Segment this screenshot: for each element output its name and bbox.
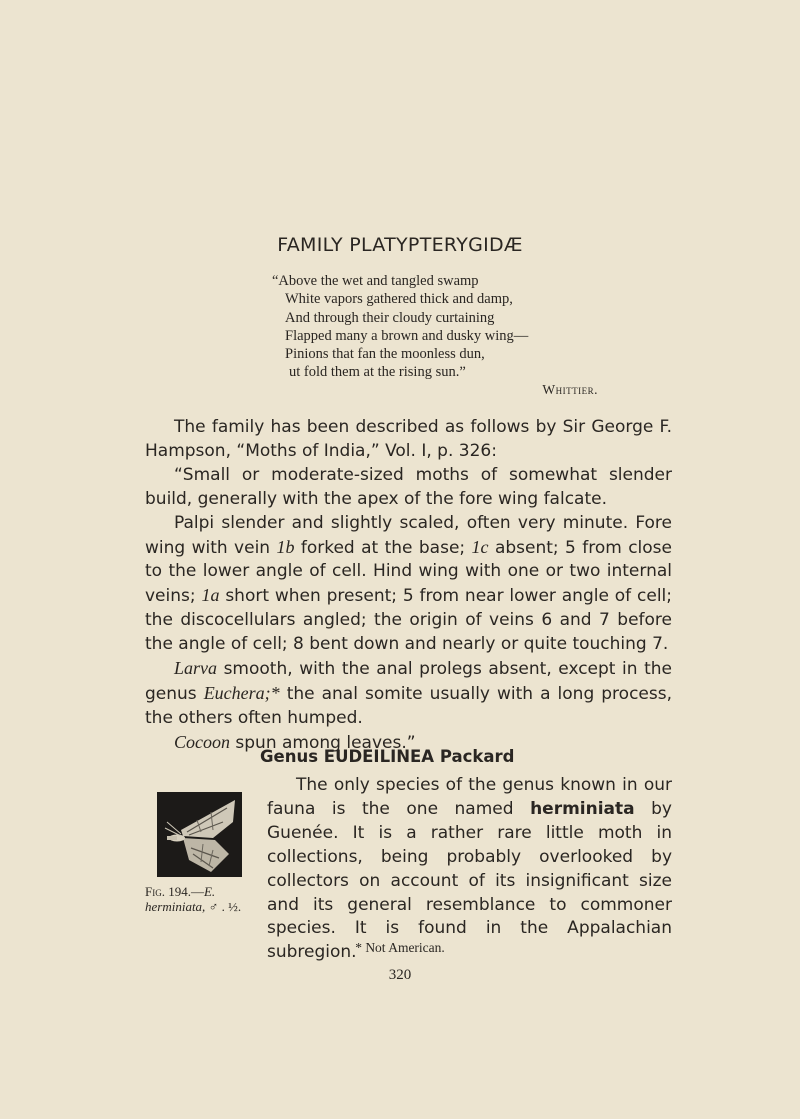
paragraph: The family has been described as follows by Sir George F. Hampson, “Moths of India,” Vol. I, p. 326: bbox=[145, 417, 672, 461]
text-run: the anal somite usually with a long process, the others often humped. bbox=[145, 683, 672, 728]
poem-line: ut fold them at the rising sun.” bbox=[289, 364, 466, 381]
poem-line: Flapped many a brown and dusky wing— bbox=[285, 327, 529, 344]
poem-line: “Above the wet and tangled swamp bbox=[272, 273, 479, 289]
poem-line: And through their cloudy curtaining bbox=[285, 309, 495, 326]
term-larva: Larva bbox=[174, 658, 218, 679]
genus-heading bbox=[260, 747, 514, 766]
page-number: 320 bbox=[388, 967, 412, 983]
genus-euchera: Euchera;* bbox=[203, 682, 280, 703]
family-description bbox=[145, 416, 672, 756]
paragraph bbox=[145, 512, 672, 657]
vein-label: 1c bbox=[471, 536, 489, 557]
text-run: forked at the base; bbox=[294, 537, 472, 558]
paragraph bbox=[267, 774, 672, 965]
text-run: spun among leaves.” bbox=[230, 732, 416, 753]
poem-attribution: Whittier. bbox=[542, 381, 598, 397]
text-run: Palpi slender and slightly scaled, often very minute. Fore wing with vein bbox=[145, 512, 672, 558]
moth-illustration bbox=[157, 792, 242, 877]
text-run: by Guenée. It is a rather rare little moth in collections, being probably overlooked by collectors on account of its insignificant size and its general resemblance to commoner species. It is found in the Appalachian subregion. bbox=[267, 798, 672, 963]
paragraph: “Small or moderate-sized moths of somewhat slender build, generally with the apex of the fore wing falcate. bbox=[145, 464, 672, 509]
figure-scale: . ½. bbox=[218, 899, 242, 914]
species-name: herminiata bbox=[530, 798, 635, 819]
genus-description bbox=[267, 774, 672, 965]
text-run: smooth, with the anal prolegs absent, except in the genus bbox=[145, 659, 672, 704]
male-symbol-icon: ♂ bbox=[208, 899, 219, 914]
genus-author: Packard bbox=[439, 747, 515, 766]
figure-caption bbox=[145, 884, 265, 914]
vein-label: 1b bbox=[276, 536, 295, 557]
moth-figure bbox=[157, 792, 242, 877]
figure-genus: E. bbox=[203, 884, 216, 899]
footnote: * Not American. bbox=[355, 940, 445, 955]
poem-line: White vapors gathered thick and damp, bbox=[285, 291, 513, 308]
term-cocoon: Cocoon bbox=[174, 731, 230, 752]
genus-name: Genus EUDEILINEA bbox=[260, 747, 435, 766]
family-heading: FAMILY PLATYPTERYGIDÆ bbox=[277, 234, 523, 256]
text-run: short when present; 5 from near lower angle of cell; the discocellulars angled; the origin of veins 6 and 7 before the angle of cell; 8 bent down and nearly or quite touching 7. bbox=[145, 586, 672, 655]
epigraph-poem bbox=[272, 272, 602, 399]
text-run: The only species of the genus known in our fauna is the one named bbox=[267, 775, 672, 819]
figure-label: Fig. 194.— bbox=[145, 884, 204, 899]
figure-species: herminiata, bbox=[145, 899, 206, 914]
poem-line: Pinions that fan the moonless dun, bbox=[285, 346, 485, 363]
paragraph bbox=[145, 657, 672, 731]
text-run: absent; 5 from close to the lower angle of cell. Hind wing with one or two internal veins; bbox=[145, 537, 672, 607]
vein-label: 1a bbox=[201, 585, 220, 606]
